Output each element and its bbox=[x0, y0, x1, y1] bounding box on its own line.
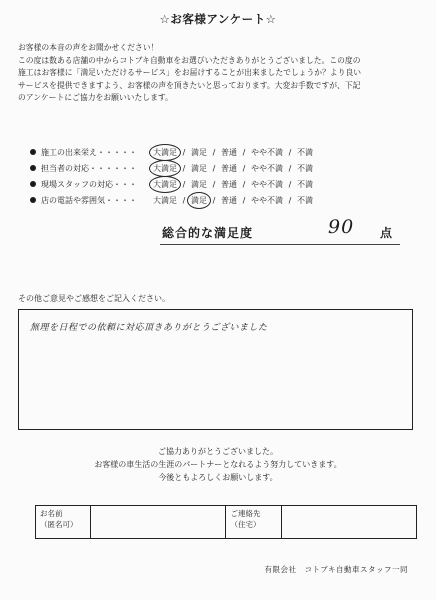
option-separator: / bbox=[288, 180, 292, 189]
address-field[interactable] bbox=[281, 506, 416, 539]
option-separator: / bbox=[212, 148, 216, 157]
survey-title: ☆お客様アンケート☆ bbox=[159, 12, 277, 26]
name-field[interactable] bbox=[91, 506, 226, 539]
address-label: ご連絡先 bbox=[230, 509, 261, 518]
rating-option[interactable]: 大満足 bbox=[153, 148, 177, 157]
address-note: （住宅） bbox=[230, 520, 261, 529]
contact-table bbox=[35, 505, 417, 539]
rating-row bbox=[30, 195, 313, 207]
overall-satisfaction-unit: 点 bbox=[380, 226, 393, 240]
rating-option[interactable]: 普通 bbox=[221, 180, 237, 189]
option-separator: / bbox=[212, 180, 216, 189]
bullet-icon bbox=[30, 149, 36, 155]
rating-option[interactable]: やや不満 bbox=[251, 148, 283, 157]
rating-option[interactable]: 大満足 bbox=[153, 164, 177, 173]
option-separator: / bbox=[242, 164, 246, 173]
option-separator: / bbox=[242, 148, 246, 157]
rating-option[interactable]: 大満足 bbox=[153, 196, 177, 205]
rating-option[interactable]: 不満 bbox=[297, 196, 313, 205]
option-separator: / bbox=[182, 180, 186, 189]
rating-option[interactable]: 普通 bbox=[221, 164, 237, 173]
rating-row bbox=[30, 147, 313, 159]
rating-label: 店の電話や雰囲気・・・・ bbox=[41, 196, 137, 205]
rating-option[interactable]: やや不満 bbox=[251, 180, 283, 189]
rating-option[interactable]: 大満足 bbox=[153, 180, 177, 189]
option-separator: / bbox=[212, 196, 216, 205]
overall-satisfaction-label: 総合的な満足度 bbox=[162, 226, 254, 240]
name-label-cell bbox=[36, 506, 91, 539]
intro-line: お客様の本音の声をお聞かせください！ bbox=[18, 43, 159, 52]
closing-message bbox=[0, 445, 436, 484]
option-separator: / bbox=[288, 196, 292, 205]
rating-option[interactable]: 普通 bbox=[221, 196, 237, 205]
bullet-icon bbox=[30, 165, 36, 171]
closing-line: ご協力ありがとうございました。 bbox=[158, 447, 278, 456]
comment-text: 無理を日程での依頼に対応頂きありがとうございました bbox=[30, 323, 268, 333]
bullet-icon bbox=[30, 181, 36, 187]
option-separator: / bbox=[242, 196, 246, 205]
option-separator: / bbox=[288, 164, 292, 173]
rating-option[interactable]: 満足 bbox=[191, 164, 207, 173]
rating-option[interactable]: 普通 bbox=[221, 148, 237, 157]
intro-line: のアンケートにご協力をお願いいたします。 bbox=[18, 93, 173, 102]
intro-line: サービスを提供できますよう、お客様の声を頂きたいと思っております。大変お手数ですが、下記 bbox=[18, 80, 361, 90]
rating-option[interactable]: 満足 bbox=[191, 148, 207, 157]
comment-prompt: その他ご意見やご感想をご記入ください。 bbox=[18, 294, 170, 303]
name-label: お名前 bbox=[40, 509, 63, 518]
rating-row bbox=[30, 163, 313, 175]
rating-option[interactable]: やや不満 bbox=[251, 196, 283, 205]
closing-line: お客様の車生活の生涯のパートナーとなれるよう努力していきます。 bbox=[94, 460, 342, 469]
name-note: （匿名可） bbox=[40, 520, 78, 529]
rating-option[interactable]: 不満 bbox=[297, 164, 313, 173]
rating-option[interactable]: 不満 bbox=[297, 180, 313, 189]
footer-signature: 有限会社 コトブキ自動車スタッフ一同 bbox=[264, 565, 408, 574]
rating-option[interactable]: 満足 bbox=[191, 196, 207, 205]
option-separator: / bbox=[182, 196, 186, 205]
rating-option[interactable]: やや不満 bbox=[251, 164, 283, 173]
closing-line: 今後ともよろしくお願いします。 bbox=[158, 473, 278, 482]
intro-paragraph bbox=[18, 42, 422, 105]
intro-line: 施工はお客様に「満足いただけるサービス」をお届けすることが出来ましたでしょうか？より良い bbox=[18, 68, 362, 77]
rating-option[interactable]: 満足 bbox=[191, 180, 207, 189]
overall-score-underline bbox=[160, 244, 400, 245]
option-separator: / bbox=[242, 180, 246, 189]
rating-option[interactable]: 不満 bbox=[297, 148, 313, 157]
option-separator: / bbox=[182, 148, 186, 157]
option-separator: / bbox=[212, 164, 216, 173]
rating-row bbox=[30, 179, 313, 191]
intro-line: この度は数ある店舗の中からコトブキ自動車をお選びいただきありがとうございました。この度の bbox=[18, 55, 361, 65]
overall-satisfaction-score[interactable]: 90 bbox=[328, 216, 355, 238]
option-separator: / bbox=[288, 148, 292, 157]
rating-label: 施工の出来栄え・・・・・ bbox=[41, 148, 137, 157]
rating-label: 担当者の対応・・・・・・ bbox=[41, 164, 137, 173]
option-separator: / bbox=[182, 164, 186, 173]
address-label-cell bbox=[226, 506, 281, 539]
bullet-icon bbox=[30, 197, 36, 203]
rating-label: 現場スタッフの対応・・・ bbox=[41, 180, 137, 189]
